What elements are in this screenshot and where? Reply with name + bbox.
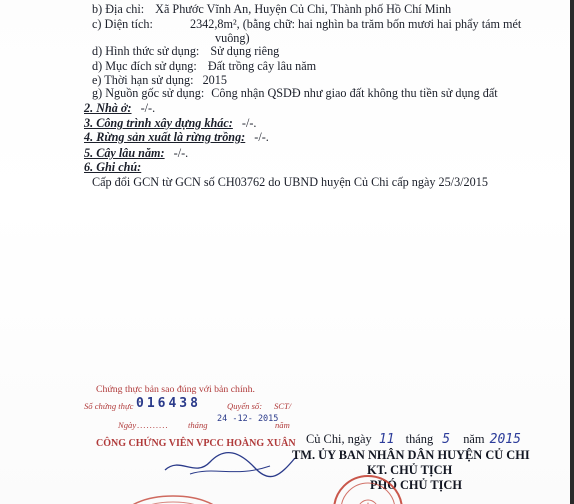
section-2-label: 2. Nhà ở: bbox=[84, 101, 132, 115]
year-value: 2015 bbox=[489, 432, 521, 447]
note-text: Cấp đổi GCN từ GCN số CH03762 do UBND huyện Củ Chi cấp ngày 25/3/2015 bbox=[92, 175, 488, 189]
section-2-line bbox=[84, 101, 155, 115]
area-label: c) Diện tích: bbox=[92, 17, 153, 31]
place-date-line bbox=[306, 432, 521, 447]
section-4-value: -/-. bbox=[254, 130, 269, 144]
section-6-label: 6. Ghi chú: bbox=[84, 160, 142, 174]
day-value: 11 bbox=[378, 432, 395, 447]
section-5-value: -/-. bbox=[173, 146, 189, 160]
origin-line bbox=[92, 86, 498, 100]
stamp-number-label: Số chứng thực bbox=[84, 401, 134, 411]
official-seal-icon bbox=[318, 468, 418, 504]
stamp-date-label: Ngày bbox=[118, 420, 137, 430]
month-value: 5 bbox=[442, 432, 451, 447]
section-6-line bbox=[84, 160, 141, 174]
stamp-title: Chứng thực bản sao đúng với bản chính. bbox=[96, 384, 255, 395]
notary-seal-icon bbox=[118, 488, 228, 504]
place-date-prefix: Củ Chi, ngày bbox=[306, 432, 372, 446]
stamp-book-suffix: SCT/ bbox=[274, 401, 292, 411]
section-2-value: -/-. bbox=[140, 101, 156, 115]
signer-role-2: PHÓ CHỦ TỊCH bbox=[370, 478, 463, 492]
organization-name: TM. ỦY BAN NHÂN DÂN HUYỆN CỦ CHI bbox=[292, 448, 530, 462]
area-value: 2342,8m², (bằng chữ: hai nghìn ba trăm bốn mươi hai phẩy tám mét bbox=[189, 17, 522, 31]
usage-purpose-value: Đất trồng cây lâu năm bbox=[207, 59, 317, 73]
scan-edge bbox=[570, 0, 574, 504]
section-3-value: -/-. bbox=[241, 116, 257, 130]
origin-value: Công nhận QSDĐ như giao đất không thu tiền sử dụng đất bbox=[211, 86, 498, 100]
usage-purpose-label: d) Mục đích sử dụng: bbox=[92, 59, 197, 73]
usage-form-label: d) Hình thức sử dụng: bbox=[92, 44, 200, 58]
section-4-line bbox=[84, 130, 269, 144]
usage-purpose-line bbox=[92, 59, 316, 73]
usage-form-line bbox=[92, 44, 279, 58]
stamp-date-value: 24 -12- 2015 bbox=[217, 414, 279, 424]
signer-role-1: KT. CHỦ TỊCH bbox=[367, 463, 453, 477]
term-label: e) Thời hạn sử dụng: bbox=[92, 73, 194, 87]
stamp-book-label: Quyển số: bbox=[227, 401, 263, 411]
stamp-month-label: tháng bbox=[188, 420, 208, 430]
section-5-label: 5. Cây lâu năm: bbox=[84, 146, 165, 160]
section-5-line bbox=[84, 146, 188, 160]
stamp-date-dots: .......... bbox=[137, 420, 169, 430]
stamp-number-value: 016438 bbox=[136, 396, 201, 411]
notary-name: CÔNG CHỨNG VIÊN VPCC HOÀNG XUÂN bbox=[96, 438, 296, 449]
usage-form-value: Sử dụng riêng bbox=[210, 44, 280, 58]
notary-signature-icon bbox=[160, 448, 300, 482]
term-value: 2015 bbox=[202, 73, 227, 87]
year-label: năm bbox=[463, 432, 485, 446]
area-continued: vuông) bbox=[215, 31, 250, 45]
address-value: Xã Phước Vĩnh An, Huyện Củ Chi, Thành phố Hồ Chí Minh bbox=[155, 2, 452, 16]
section-3-label: 3. Công trình xây dựng khác: bbox=[84, 116, 233, 130]
month-label: tháng bbox=[405, 432, 434, 446]
stamp-year-label: năm bbox=[275, 420, 290, 430]
address-line bbox=[92, 2, 451, 16]
section-4-label: 4. Rừng sản xuất là rừng trồng: bbox=[84, 130, 246, 144]
section-3-line bbox=[84, 116, 256, 130]
area-line bbox=[92, 17, 521, 31]
term-line bbox=[92, 73, 227, 87]
address-label: b) Địa chỉ: bbox=[92, 2, 145, 16]
origin-label: g) Nguồn gốc sử dụng: bbox=[92, 86, 205, 100]
